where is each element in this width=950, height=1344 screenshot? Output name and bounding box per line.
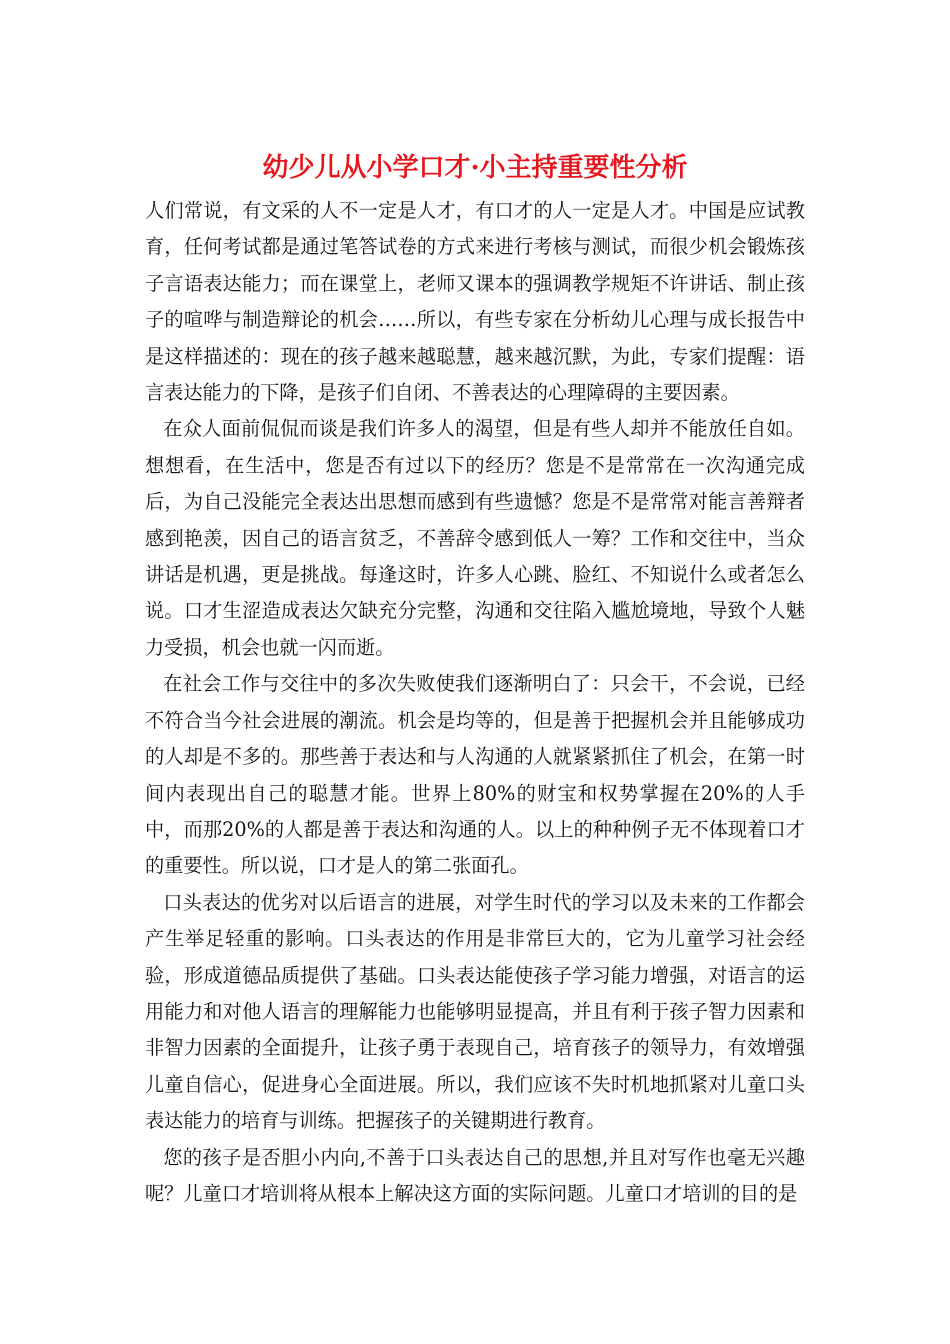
- paragraph-4: 口头表达的优劣对以后语言的进展，对学生时代的学习以及未来的工作都会产生举足轻重的影响。口头表达的作用是非常巨大的，它为儿童学习社会经验，形成道德品质提供了基础。口头表达能使孩子学习能力增强，对语言的运用能力和对他人语言的理解能力也能够明显提高，并且有利于孩子智力因素和非智力因素的全面提升，让孩子勇于表现自己，培育孩子的领导力，有效增强儿童自信心，促进身心全面进展。所以，我们应该不失时机地抓紧对儿童口头表达能力的培育与训练。把握孩子的关键期进行教育。: [145, 890, 805, 1133]
- paragraph-2: 在众人面前侃侃而谈是我们许多人的渴望，但是有些人却并不能放任自如。想想看，在生活中，您是否有过以下的经历？您是不是常常在一次沟通完成后，为自己没能完全表达出思想而感到有些遗憾？您是不是常常对能言善辩者感到艳羡，因自己的语言贫乏，不善辞令感到低人一筹？工作和交往中，当众讲话是机遇，更是挑战。每逢这时，许多人心跳、脸红、不知说什么或者怎么说。口才生涩造成表达欠缺充分完整，沟通和交往陷入尴尬境地，导致个人魅力受损，机会也就一闪而逝。: [145, 417, 805, 659]
- document-body: [145, 193, 805, 1212]
- document-title: 幼少儿从小学口才·小主持重要性分析: [262, 153, 688, 183]
- paragraph-5: 您的孩子是否胆小内向,不善于口头表达自己的思想,并且对写作也毫无兴趣呢？儿童口才培训将从根本上解决这方面的实际问题。儿童口才培训的目的是: [145, 1145, 805, 1205]
- paragraph-1: 人们常说，有文采的人不一定是人才，有口才的人一定是人才。中国是应试教育，任何考试都是通过笔答试卷的方式来进行考核与测试，而很少机会锻炼孩子言语表达能力；而在课堂上，老师又课本的强调教学规矩不许讲话、制止孩子的喧哗与制造辩论的机会……所以，有些专家在分析幼儿心理与成长报告中是这样描述的：现在的孩子越来越聪慧，越来越沉默，为此，专家们提醒：语言表达能力的下降，是孩子们自闭、不善表达的心理障碍的主要因素。: [145, 199, 805, 405]
- paragraph-3: 在社会工作与交往中的多次失败使我们逐渐明白了：只会干，不会说，已经不符合当今社会进展的潮流。机会是均等的，但是善于把握机会并且能够成功的人却是不多的。那些善于表达和与人沟通的人就紧紧抓住了机会，在第一时间内表现出自己的聪慧才能。世界上80%的财宝和权势掌握在20%的人手中，而那20%的人都是善于表达和沟通的人。以上的种种例子无不体现着口才的重要性。所以说，口才是人的第二张面孔。: [145, 672, 805, 878]
